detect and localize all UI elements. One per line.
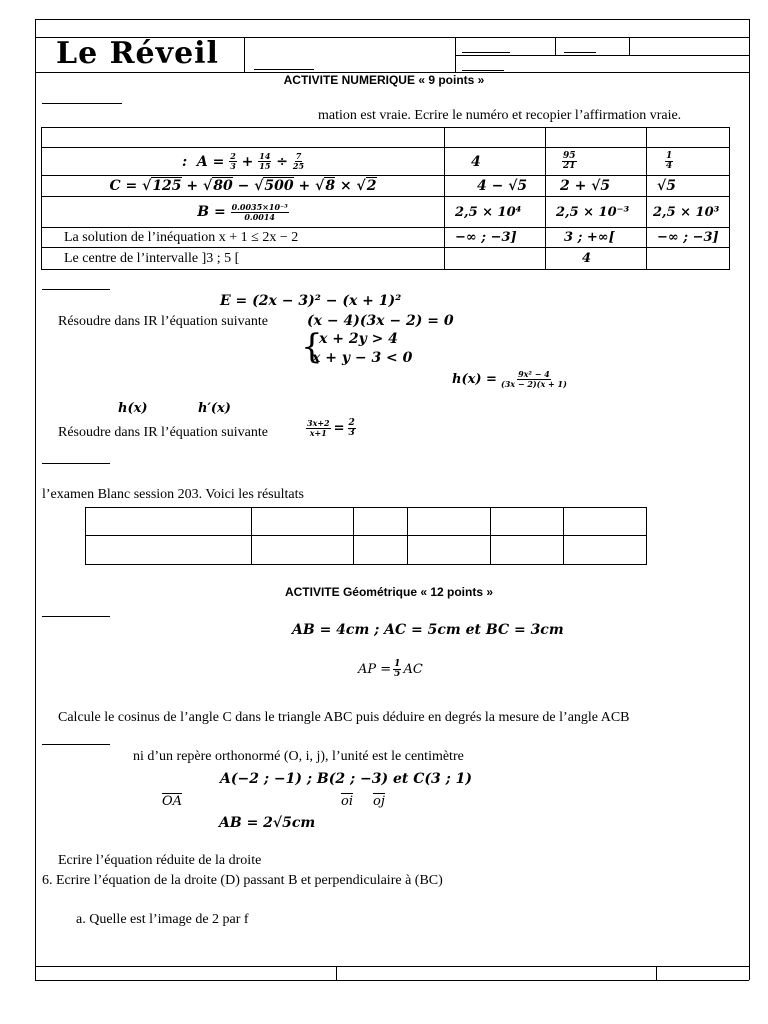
- table-row: [42, 197, 730, 228]
- solve-label-1: Résoudre dans IR l’équation suivante: [58, 314, 268, 329]
- mcq-answer: $\frac{1}{4}$: [647, 148, 730, 176]
- question-6: 6. Ecrire l’équation de la droite (D) passant B et perpendiculaire à (BC): [42, 873, 443, 888]
- mcq-question-2: C = √125 + √80 − √500 + √8 × √2: [109, 178, 377, 194]
- vector-OA: OA: [162, 794, 183, 809]
- mcq-answer: 2,5 × 10³: [647, 197, 730, 228]
- table-row: [42, 176, 730, 197]
- frame-right: [749, 19, 750, 980]
- equation-2: $\frac{3x+2}{x+1}$ = $\frac{2}{3}$: [307, 418, 355, 438]
- mcq-answer: 2 + √5: [546, 176, 647, 197]
- solve-label-2: Résoudre dans IR l’équation suivante: [58, 425, 268, 440]
- blank-field: [254, 69, 314, 70]
- table-row: [86, 508, 647, 536]
- mcq-answer: 3 ; +∞[: [546, 228, 647, 248]
- exam-results-text: l’examen Blanc session 203. Voici les résultats: [42, 487, 304, 502]
- mcq-question-5: Le centre de l’intervalle ]3 ; 5 [: [42, 248, 445, 270]
- mcq-question-3: B = $\frac{\text{0.0035×10⁻³}}{0.0014}$: [197, 201, 288, 222]
- mcq-answer: 4 − √5: [445, 176, 546, 197]
- footer-bottom-line: [35, 980, 749, 981]
- table-row: [42, 148, 730, 176]
- function-h: h(x) = $\frac{\text{9x² − 4}}{(3x - 2)(x + 1)}$: [452, 369, 567, 389]
- mcq-answer: 2,5 × 10⁻³: [546, 197, 647, 228]
- table-row: [86, 536, 647, 565]
- mcq-answer: 4: [445, 148, 546, 176]
- system-line-2: x + y − 3 < 0: [312, 350, 413, 366]
- system-brace: {: [301, 327, 323, 367]
- table-row: [42, 228, 730, 248]
- results-table: [85, 507, 647, 565]
- table-row: [42, 248, 730, 270]
- mcq-answer: [647, 248, 730, 270]
- hprime-symbol: h′(x): [198, 401, 231, 416]
- mcq-answer: −∞ ; −3]: [445, 228, 546, 248]
- exercise-label-line: [42, 744, 110, 745]
- equation-1: (x − 4)(3x − 2) = 0: [307, 313, 454, 329]
- expression-E: E = (2x − 3)² − (x + 1)²: [220, 293, 402, 309]
- triangle-lengths: AB = 4cm ; AC = 5cm et BC = 3cm: [292, 622, 564, 638]
- vector-oi: oi: [341, 794, 353, 809]
- footer-top-line: [35, 966, 749, 967]
- ap-relation: AP = $\frac{1}{5}$ AC: [358, 659, 423, 679]
- mcq-question-1: : A = $\frac{2}{3}$ + $\frac{14}{15}$ ÷ $\frac{7}{25}$: [181, 151, 305, 171]
- exercise-label-line: [42, 289, 110, 290]
- section-title-numeric: ACTIVITE NUMERIQUE « 9 points »: [283, 73, 485, 87]
- frame-left: [35, 19, 36, 980]
- mcq-answer: 4: [546, 248, 647, 270]
- mcq-question-4: La solution de l’inéquation x + 1 ≤ 2x − 2: [42, 228, 445, 248]
- blank-field: [564, 52, 596, 53]
- blank-field: [462, 52, 510, 53]
- mcq-answer: √5: [647, 176, 730, 197]
- blank-field: [462, 70, 504, 71]
- exercise-label-line: [42, 616, 110, 617]
- system-line-1: x + 2y > 4: [319, 331, 398, 347]
- school-logo-text: Le Réveil: [56, 36, 219, 71]
- mcq-answer: 2,5 × 10⁴: [445, 197, 546, 228]
- h-symbol: h(x): [118, 401, 148, 416]
- question-a: a. Quelle est l’image de 2 par f: [76, 912, 249, 927]
- exercise-label-line: [42, 103, 122, 104]
- frame-statement: ni d’un repère orthonormé (O, i, j), l’unité est le centimètre: [133, 749, 464, 764]
- frame-top: [35, 19, 749, 20]
- exercise-label-line: [42, 463, 110, 464]
- vector-oj: oj: [373, 794, 385, 809]
- question-reduced-equation: Ecrire l’équation réduite de la droite: [58, 853, 262, 868]
- ab-value: AB = 2√5cm: [219, 815, 316, 831]
- mcq-answer: −∞ ; −3]: [647, 228, 730, 248]
- cosine-question: Calcule le cosinus de l’angle C dans le triangle ABC puis déduire en degrés la mesure de l’angle ACB: [58, 710, 630, 725]
- mcq-answer: $\frac{95}{21}$: [546, 148, 647, 176]
- mcq-answer: [445, 248, 546, 270]
- mcq-table: [41, 127, 730, 270]
- mcq-instruction: mation est vraie. Ecrire le numéro et recopier l’affirmation vraie.: [318, 108, 682, 123]
- section-title-geometry: ACTIVITE Géométrique « 12 points »: [284, 585, 494, 599]
- points-coordinates: A(−2 ; −1) ; B(2 ; −3) et C(3 ; 1): [220, 771, 473, 787]
